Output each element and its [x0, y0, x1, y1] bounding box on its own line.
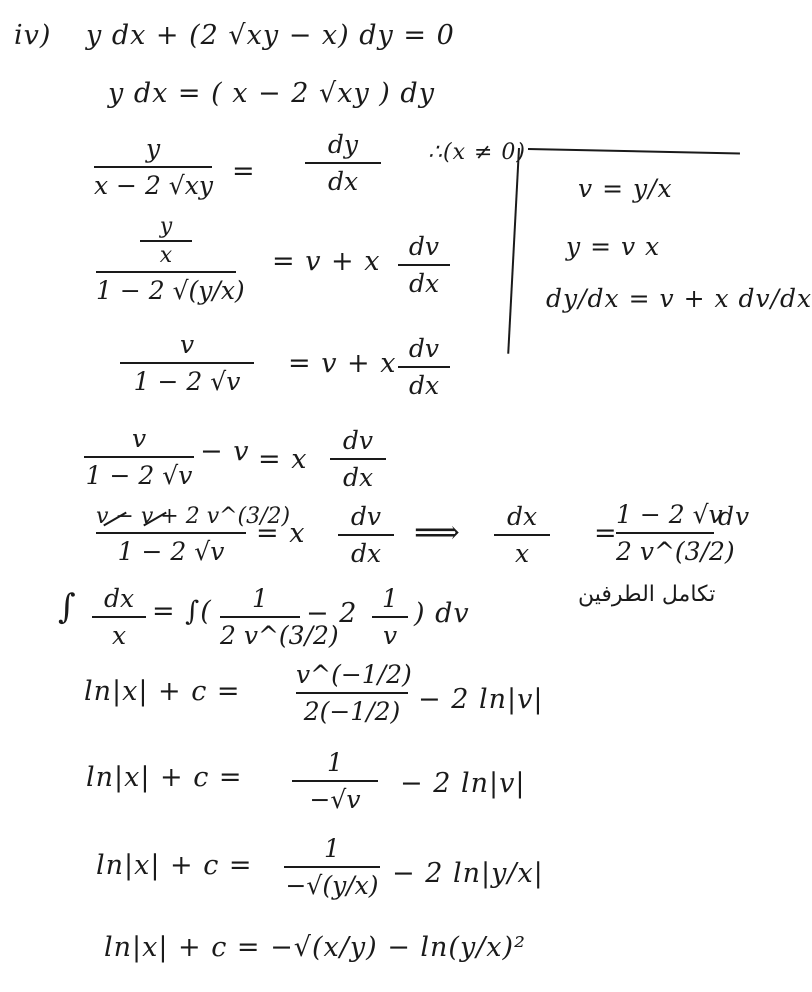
fraction-numerator: dx	[103, 584, 135, 613]
lhs-ln-x-plus-c: ln|x| + c =	[86, 762, 243, 793]
minus-two: − 2	[306, 598, 358, 629]
equals-integral: = ∫(	[152, 596, 212, 627]
fraction-numerator: y	[145, 134, 161, 163]
arabic-note: تكامل الطرفين	[578, 582, 716, 607]
fraction-numerator: 1	[382, 584, 398, 613]
minus-2-ln-v: − 2 ln|v|	[400, 768, 526, 799]
lhs-ln-x-plus-c: ln|x| + c =	[96, 850, 253, 881]
box-top-border	[528, 148, 740, 154]
inner-numerator: y	[159, 214, 173, 239]
fraction-v-over-1-minus-2rootv	[120, 330, 254, 396]
fraction-denominator: dx	[408, 269, 440, 298]
fraction-denominator: 2 v^(3/2)	[220, 621, 339, 650]
fraction-numerator: 1	[327, 748, 343, 777]
closing-dv: ) dv	[414, 598, 470, 629]
fraction-1-over-2v32	[220, 584, 339, 650]
fraction-numerator: v^(−1/2)	[296, 660, 412, 689]
fraction-dv-dx	[398, 232, 450, 298]
fraction-numerator: dy	[327, 130, 359, 159]
fraction-numerator: v	[131, 424, 147, 453]
rhs-v-plus-x: = v + x	[272, 246, 381, 277]
fraction-denominator: 2 v^(3/2)	[616, 537, 735, 566]
fraction-numerator: 1 − 2 √v	[616, 500, 723, 529]
fraction-numerator: dv	[342, 426, 374, 455]
fraction-denominator: 1 − 2 √v	[85, 461, 193, 490]
minus-2-ln-v: − 2 ln|v|	[418, 684, 544, 715]
final-answer-line: ln|x| + c = −√(x/y) − ln(y/x)²	[104, 932, 526, 963]
fraction-dx-over-x	[92, 584, 146, 650]
minus-v: − v	[200, 436, 250, 467]
fraction-y-over-x-minus-2root-xy	[94, 134, 212, 200]
fraction-denominator: x − 2 √xy	[94, 171, 213, 200]
fraction-numerator: dv	[408, 334, 440, 363]
fraction-numerator: v	[179, 330, 195, 359]
inner-denominator: x	[159, 243, 173, 268]
fraction-dx-over-x	[494, 502, 550, 568]
fraction-1-over-v	[372, 584, 408, 650]
fraction-y-over-x-over-1-minus-2root	[96, 214, 245, 305]
fraction-numerator: dv	[350, 502, 382, 531]
fraction-dy-dx	[305, 130, 381, 196]
differential-dv: dv	[718, 502, 751, 531]
fraction-denominator: x	[111, 621, 127, 650]
fraction-v-neg-half-over-2-neg-half	[296, 660, 412, 726]
fraction-denominator: x	[514, 539, 530, 568]
fraction-1-over-neg-root-y-over-x	[284, 834, 380, 900]
fraction-denominator: −√(y/x)	[285, 871, 379, 900]
rhs-equals-x: = x	[258, 444, 308, 475]
substitution-v: v = y/x	[578, 174, 673, 203]
fraction-denominator: 1 − 2 √v	[117, 537, 225, 566]
fraction-v-minus-v-plus-2v32	[96, 504, 291, 566]
fraction-denominator: dx	[342, 463, 374, 492]
fraction-numerator: dv	[408, 232, 440, 261]
fraction-denominator: v	[382, 621, 398, 650]
integral-sign: ∫	[58, 587, 77, 627]
fraction-dv-dx	[398, 334, 450, 400]
fraction-denominator: 1 − 2 √(y/x)	[96, 276, 245, 305]
fraction-numerator: v − v + 2 v^(3/2)	[96, 504, 291, 529]
fraction-denominator: dx	[350, 539, 382, 568]
fraction-dv-dx	[330, 426, 386, 492]
lhs-ln-x-plus-c: ln|x| + c =	[84, 676, 241, 707]
fraction-denominator: dx	[408, 371, 440, 400]
fraction-numerator: 1	[324, 834, 340, 863]
equation-line-1: y dx + (2 √xy − x) dy = 0	[86, 20, 455, 51]
fraction-1-over-neg-rootv	[292, 748, 378, 814]
equals-sign: =	[594, 518, 618, 549]
fraction-numerator: 1	[252, 584, 268, 613]
equation-line-2: y dx = ( x − 2 √xy ) dy	[108, 78, 435, 109]
minus-2-ln-y-over-x: − 2 ln|y/x|	[392, 858, 544, 889]
fraction-denominator: dx	[327, 167, 359, 196]
equals-sign: =	[232, 156, 256, 187]
rhs-v-plus-x: = v + x	[288, 348, 397, 379]
fraction-dv-dx	[338, 502, 394, 568]
rhs-equals-x: = x	[256, 518, 306, 549]
fraction-denominator: 1 − 2 √v	[133, 367, 241, 396]
implies-arrow: ⟹	[414, 513, 461, 551]
fraction-denominator: 2(−1/2)	[303, 697, 401, 726]
substitution-y: y = v x	[566, 232, 661, 261]
box-left-border	[507, 148, 520, 354]
condition-note: ∴(x ≠ 0)	[428, 140, 526, 165]
fraction-numerator: dx	[506, 502, 538, 531]
substitution-derivative: dy/dx = v + x dv/dx	[546, 284, 812, 313]
fraction-denominator: −√v	[309, 785, 361, 814]
fraction-v-over-1-minus-2rootv	[84, 424, 194, 490]
problem-label: iv)	[14, 20, 52, 51]
